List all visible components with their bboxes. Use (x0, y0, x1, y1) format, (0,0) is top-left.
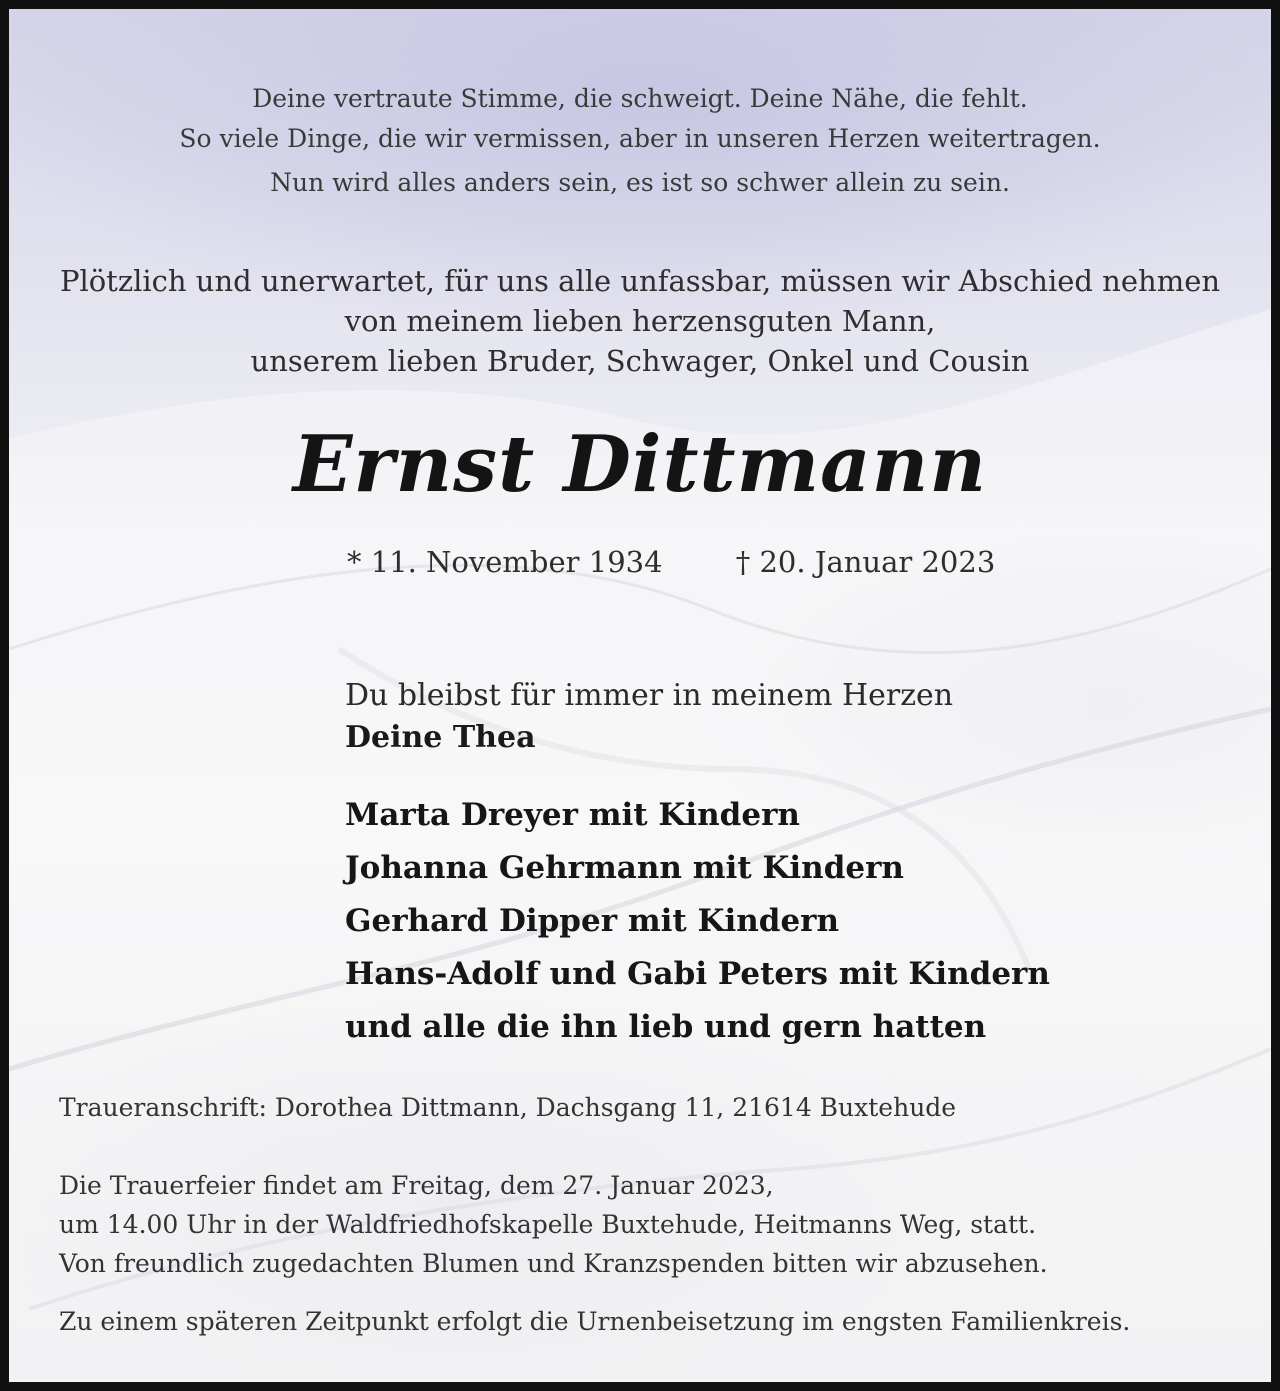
intro-line-2: von meinem lieben herzensguten Mann, (344, 304, 936, 338)
death-date: † 20. Januar 2023 (735, 545, 996, 579)
motto-line-3: Nun wird alles anders sein, es ist so schwer allein zu sein. (270, 168, 1010, 197)
intro-text (9, 261, 1271, 381)
intro-line-1: Plötzlich und unerwartet, für uns alle unfassbar, müssen wir Abschied nehmen (59, 264, 1221, 298)
motto-verse (9, 79, 1271, 203)
family-member: Marta Dreyer mit Kindern (345, 797, 800, 833)
family-member: Gerhard Dipper mit Kindern (345, 903, 840, 939)
deceased-name: Ernst Dittmann (292, 419, 988, 510)
closing-words (345, 675, 953, 759)
family-member: Hans-Adolf und Gabi Peters mit Kindern (345, 956, 1050, 992)
closing-text: Du bleibst für immer in meinem Herzen (345, 678, 954, 713)
family-member: Johanna Gehrmann mit Kindern (345, 850, 904, 886)
birth-date: * 11. November 1934 (347, 545, 663, 579)
ceremony-line-1: Die Trauerfeier findet am Freitag, dem 27. Januar 2023, (59, 1171, 774, 1200)
motto-line-1: Deine vertraute Stimme, die schweigt. Deine Nähe, die fehlt. (252, 84, 1028, 113)
intro-line-3: unserem lieben Bruder, Schwager, Onkel und Cousin (250, 344, 1030, 378)
ceremony-line-3: Von freundlich zugedachten Blumen und Kranzspenden bitten wir abzusehen. (59, 1249, 1048, 1278)
family-member: und alle die ihn lieb und gern hatten (345, 1009, 987, 1045)
closing-signature: Deine Thea (345, 720, 536, 755)
motto-line-2: So viele Dinge, die wir vermissen, aber in unseren Herzen weitertragen. (179, 124, 1101, 153)
ceremony-line-2: um 14.00 Uhr in der Waldfriedhofskapelle Buxtehude, Heitmanns Weg, statt. (59, 1210, 1037, 1239)
family-list (345, 789, 1050, 1054)
life-dates (347, 545, 995, 579)
ceremony-details (59, 1166, 1048, 1283)
urn-burial-note: Zu einem späteren Zeitpunkt erfolgt die Urnenbeisetzung im engsten Familienkreis. (59, 1307, 1131, 1336)
mourning-address: Traueranschrift: Dorothea Dittmann, Dachsgang 11, 21614 Buxtehude (59, 1093, 957, 1122)
